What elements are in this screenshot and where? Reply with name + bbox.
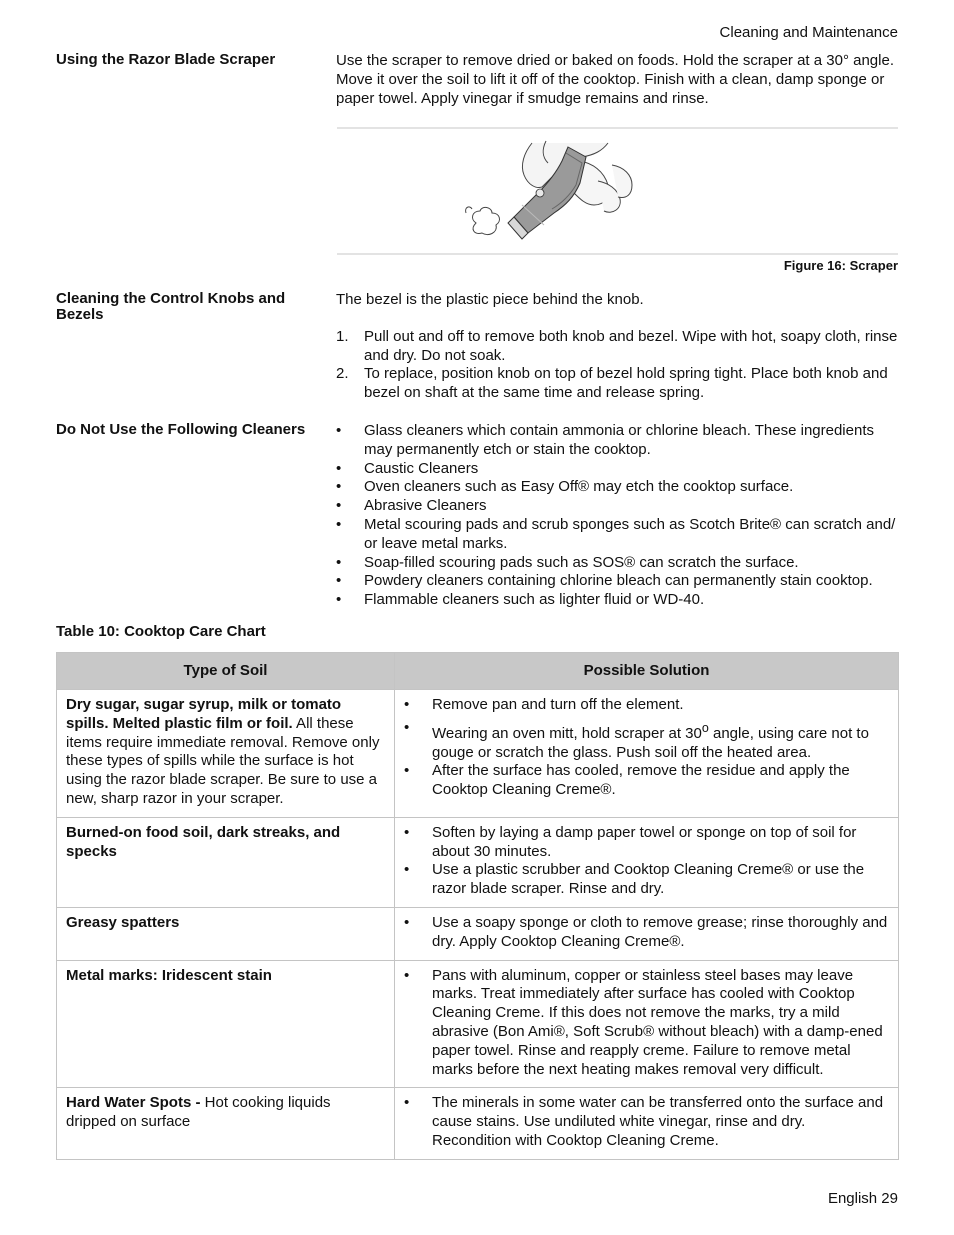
razor-section xyxy=(56,52,898,112)
table-row xyxy=(57,907,899,960)
list-item: • Caustic Cleaners xyxy=(336,459,479,477)
soil-cell: Metal marks: Iridescent stain xyxy=(57,960,395,1088)
list-item: • Remove pan and turn off the element. xyxy=(404,696,684,713)
care-chart-table xyxy=(56,652,899,1160)
section-body xyxy=(336,422,898,610)
section-body xyxy=(336,291,898,403)
page-header: Cleaning and Maintenance xyxy=(719,24,898,41)
section-title: Do Not Use the Following Cleaners xyxy=(56,421,306,438)
section-title: Using the Razor Blade Scraper xyxy=(56,51,276,68)
soil-cell: Burned-on food soil, dark streaks, and specks xyxy=(57,817,395,907)
step-number: 2. xyxy=(336,365,349,383)
column-header: Possible Solution xyxy=(395,653,899,690)
list-item: • Pans with aluminum, copper or stainless steel bases may leave marks. Treat immediately after surface has cooled with Cooktop Cleaning Creme. If this does not remove the marks, try a mild abrasive (Bon Ami®, Soft Scrub® without bleach) with a damp-ened paper towel. Rinse and reapply creme. Failure to remove metal marks before the next heating makes removal very difficult. xyxy=(404,966,883,1078)
table-title: Table 10: Cooktop Care Chart xyxy=(56,623,266,640)
solution-cell xyxy=(395,690,899,818)
list-item: • Metal scouring pads and scrub sponges such as Scotch Brite® can scratch and/ or leave metal marks. xyxy=(336,515,896,552)
list-item: • Use a soapy sponge or cloth to remove grease; rinse thoroughly and dry. Apply Cooktop Cleaning Creme®. xyxy=(404,913,888,950)
scraper-illustration xyxy=(462,135,662,247)
step-text: Pull out and off to remove both knob and bezel. Wipe with hot, soapy cloth, rinse and dry. Do not soak. xyxy=(364,327,898,364)
list-item xyxy=(336,328,898,366)
step-number: 1. xyxy=(336,327,349,345)
soil-cell: Dry sugar, sugar syrup, milk or tomato spills. Melted plastic film or foil. All these items require immediate removal. Remove only these types of spills while the surface is hot using the razor blade scraper. Be sure to use a new, sharp razor in your scraper. xyxy=(57,690,395,818)
list-item: • Oven cleaners such as Easy Off® may etch the cooktop surface. xyxy=(336,478,794,496)
column-header: Type of Soil xyxy=(57,653,395,690)
solution-cell xyxy=(395,960,899,1088)
steps-list xyxy=(336,328,898,403)
solution-cell xyxy=(395,907,899,960)
cleaners-list xyxy=(336,422,898,610)
step-text: To replace, position knob on top of bezel hold spring tight. Place both knob and bezel on shaft at the same time and release spring. xyxy=(364,365,888,402)
list-item: • Soap-filled scouring pads such as SOS® can scratch the surface. xyxy=(336,553,799,571)
soil-cell: Greasy spatters xyxy=(57,907,395,960)
knobs-intro: The bezel is the plastic piece behind the knob. xyxy=(336,291,644,308)
list-item: • After the surface has cooled, remove the residue and apply the Cooktop Cleaning Creme®. xyxy=(404,762,850,799)
solution-cell xyxy=(395,1088,899,1159)
list-item: • Wearing an oven mitt, hold scraper at 30$^o$ angle, using care not to gouge or scratch the glass. Push soil off the heated area. xyxy=(404,718,869,761)
page-number: English 29 xyxy=(827,1190,898,1207)
table-header-row xyxy=(57,653,899,690)
soil-cell: Hard Water Spots - Hot cooking liquids dripped on surface xyxy=(57,1088,395,1159)
list-item: • Soften by laying a damp paper towel or sponge on top of soil for about 30 minutes. xyxy=(404,823,857,860)
cleaners-section xyxy=(56,422,898,612)
figure-caption: Figure 16: Scraper xyxy=(783,258,898,273)
list-item: • Powdery cleaners containing chlorine bleach can permanently stain cooktop. xyxy=(336,572,873,590)
list-item xyxy=(336,365,898,403)
table-row xyxy=(57,960,899,1088)
list-item: • Abrasive Cleaners xyxy=(336,497,487,515)
knobs-section xyxy=(56,291,898,401)
list-item: • Flammable cleaners such as lighter fluid or WD-40. xyxy=(336,591,705,609)
table-row xyxy=(57,690,899,818)
list-item: • Use a plastic scrubber and Cooktop Cleaning Creme® or use the razor blade scraper. Rinse and dry. xyxy=(404,861,865,898)
section-body xyxy=(336,52,898,108)
razor-paragraph: Use the scraper to remove dried or baked on foods. Hold the scraper at a 30° angle. Move it over the soil to lift it off of the cooktop. Finish with a clean, damp sponge or paper towel. Apply vinegar if smudge remains and rinse. xyxy=(336,52,894,107)
solution-cell xyxy=(395,817,899,907)
figure-frame xyxy=(337,127,898,255)
list-item: • Glass cleaners which contain ammonia or chlorine bleach. These ingredients may permanently etch or stain the cooktop. xyxy=(336,422,874,458)
section-title: Cleaning the Control Knobs and Bezels xyxy=(56,290,286,323)
table-row xyxy=(57,1088,899,1159)
table-row xyxy=(57,817,899,907)
list-item: • The minerals in some water can be transferred onto the surface and cause stains. Use undiluted white vinegar, rinse and dry. Recondition with Cooktop Cleaning Creme. xyxy=(404,1094,884,1149)
